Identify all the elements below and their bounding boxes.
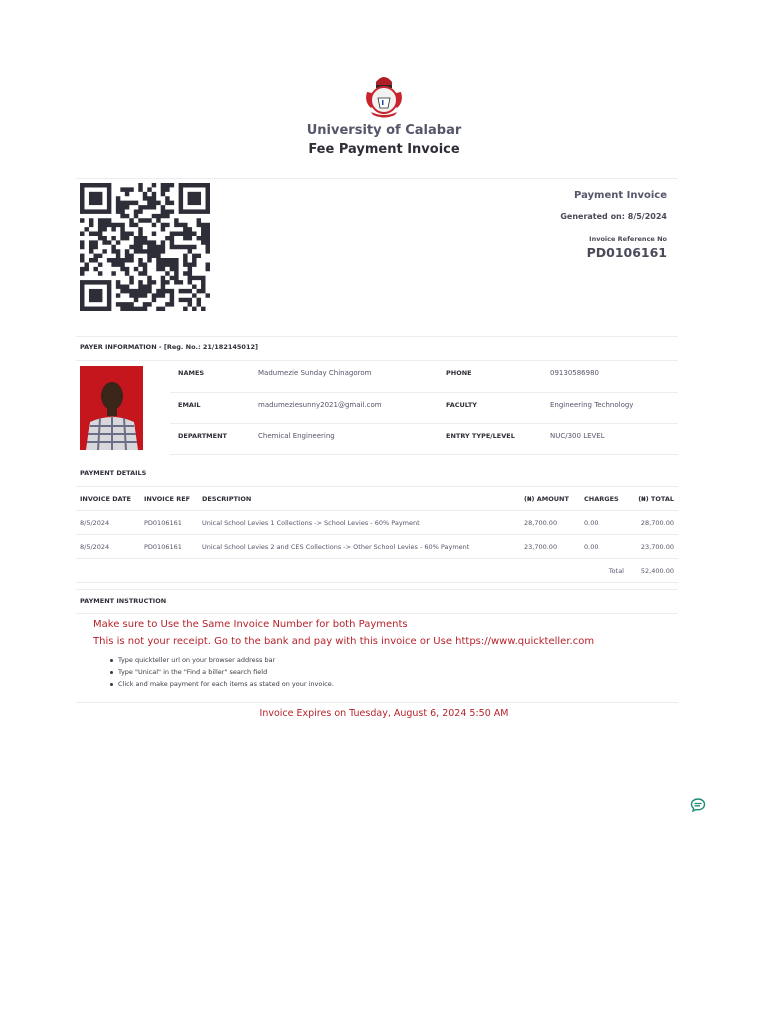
avatar [80, 366, 143, 450]
invoice-ref-number: PD0106161 [586, 245, 667, 260]
generated-on [560, 212, 667, 221]
department-label: DEPARTMENT [178, 432, 227, 440]
divider [76, 589, 678, 590]
invoice-expiry: Invoice Expires on Tuesday, August 6, 2024 5:50 AM [259, 708, 509, 719]
cell-amount: 23,700.00 [520, 535, 580, 559]
table-header-row [76, 487, 678, 511]
divider [76, 360, 170, 361]
generated-label: Generated on: [560, 212, 625, 221]
table-row [76, 535, 678, 559]
entry-level-value: NUC/300 LEVEL [550, 432, 605, 440]
cell-charges: 0.00 [580, 535, 628, 559]
payer-info-title [80, 343, 258, 351]
names-value: Madumezie Sunday Chinagorom [258, 369, 372, 377]
document-title: Fee Payment Invoice [308, 142, 460, 157]
list-item: Type quickteller url on your browser address bar [118, 654, 334, 666]
entry-level-label: ENTRY TYPE/LEVEL [446, 432, 515, 440]
instruction-not-receipt: This is not your receipt. Go to the bank and pay with this invoice or Use https://www.quickteller.com [93, 636, 595, 647]
col-invoice-ref: INVOICE REF [140, 487, 198, 511]
cell-date: 8/5/2024 [76, 511, 140, 535]
payer-row [170, 360, 678, 392]
instruction-same-invoice: Make sure to Use the Same Invoice Number for both Payments [93, 619, 408, 630]
email-label: EMAIL [178, 400, 201, 409]
cell-description: Unical School Levies 2 and CES Collections -> Other School Levies - 60% Payment [198, 535, 520, 559]
col-description: DESCRIPTION [198, 487, 520, 511]
payment-invoice-label: Payment Invoice [574, 190, 667, 201]
university-crest-icon [361, 72, 407, 120]
department-value: Chemical Engineering [258, 432, 335, 440]
invoice-meta [560, 189, 667, 260]
payer-row [170, 423, 678, 455]
divider [76, 336, 678, 337]
col-charges: CHARGES [580, 487, 628, 511]
cell-ref: PD0106161 [140, 535, 198, 559]
faculty-label: FACULTY [446, 400, 477, 409]
cell-total: 28,700.00 [628, 511, 678, 535]
col-total: (₦) TOTAL [628, 487, 678, 511]
total-value: 52,400.00 [628, 559, 678, 583]
list-item: Type "Unical" in the "Find a biller" search field [118, 666, 334, 678]
divider [76, 613, 678, 614]
cell-amount: 28,700.00 [520, 511, 580, 535]
phone-label: PHONE [446, 369, 472, 377]
divider [76, 178, 678, 179]
faculty-value: Engineering Technology [550, 400, 634, 409]
payer-details [170, 360, 678, 455]
cell-charges: 0.00 [580, 511, 628, 535]
invoice-ref-label: Invoice Reference No [589, 235, 667, 243]
generated-date: 8/5/2024 [627, 212, 667, 221]
cell-ref: PD0106161 [140, 511, 198, 535]
col-amount: (₦) AMOUNT [520, 487, 580, 511]
payment-instruction-title: PAYMENT INSTRUCTION [80, 597, 167, 605]
payment-details-title: PAYMENT DETAILS [80, 469, 147, 477]
list-item: Click and make payment for each items as stated on your invoice. [118, 680, 334, 688]
names-label: NAMES [178, 369, 205, 377]
reg-number: [Reg. No.: 21/182145012] [163, 343, 258, 351]
payer-row [170, 392, 678, 424]
cell-total: 23,700.00 [628, 535, 678, 559]
payer-photo [80, 366, 143, 450]
cell-description: Unical School Levies 1 Collections -> School Levies - 60% Payment [198, 511, 520, 535]
invoice-header [0, 72, 768, 160]
table-total-row [76, 559, 678, 583]
table-row [76, 511, 678, 535]
email-value: madumeziesunny2021@gmail.com [258, 400, 382, 409]
instruction-steps [118, 654, 334, 690]
invoice-qr-code [80, 183, 210, 311]
col-invoice-date: INVOICE DATE [76, 487, 140, 511]
university-name: University of Calabar [306, 123, 462, 138]
cell-date: 8/5/2024 [76, 535, 140, 559]
divider [76, 702, 678, 703]
phone-value: 09130586980 [550, 369, 599, 377]
payer-info-label: PAYER INFORMATION - [80, 343, 164, 351]
total-label: Total [580, 559, 628, 583]
chat-bubble-icon[interactable] [690, 797, 706, 813]
payment-table [76, 486, 678, 583]
